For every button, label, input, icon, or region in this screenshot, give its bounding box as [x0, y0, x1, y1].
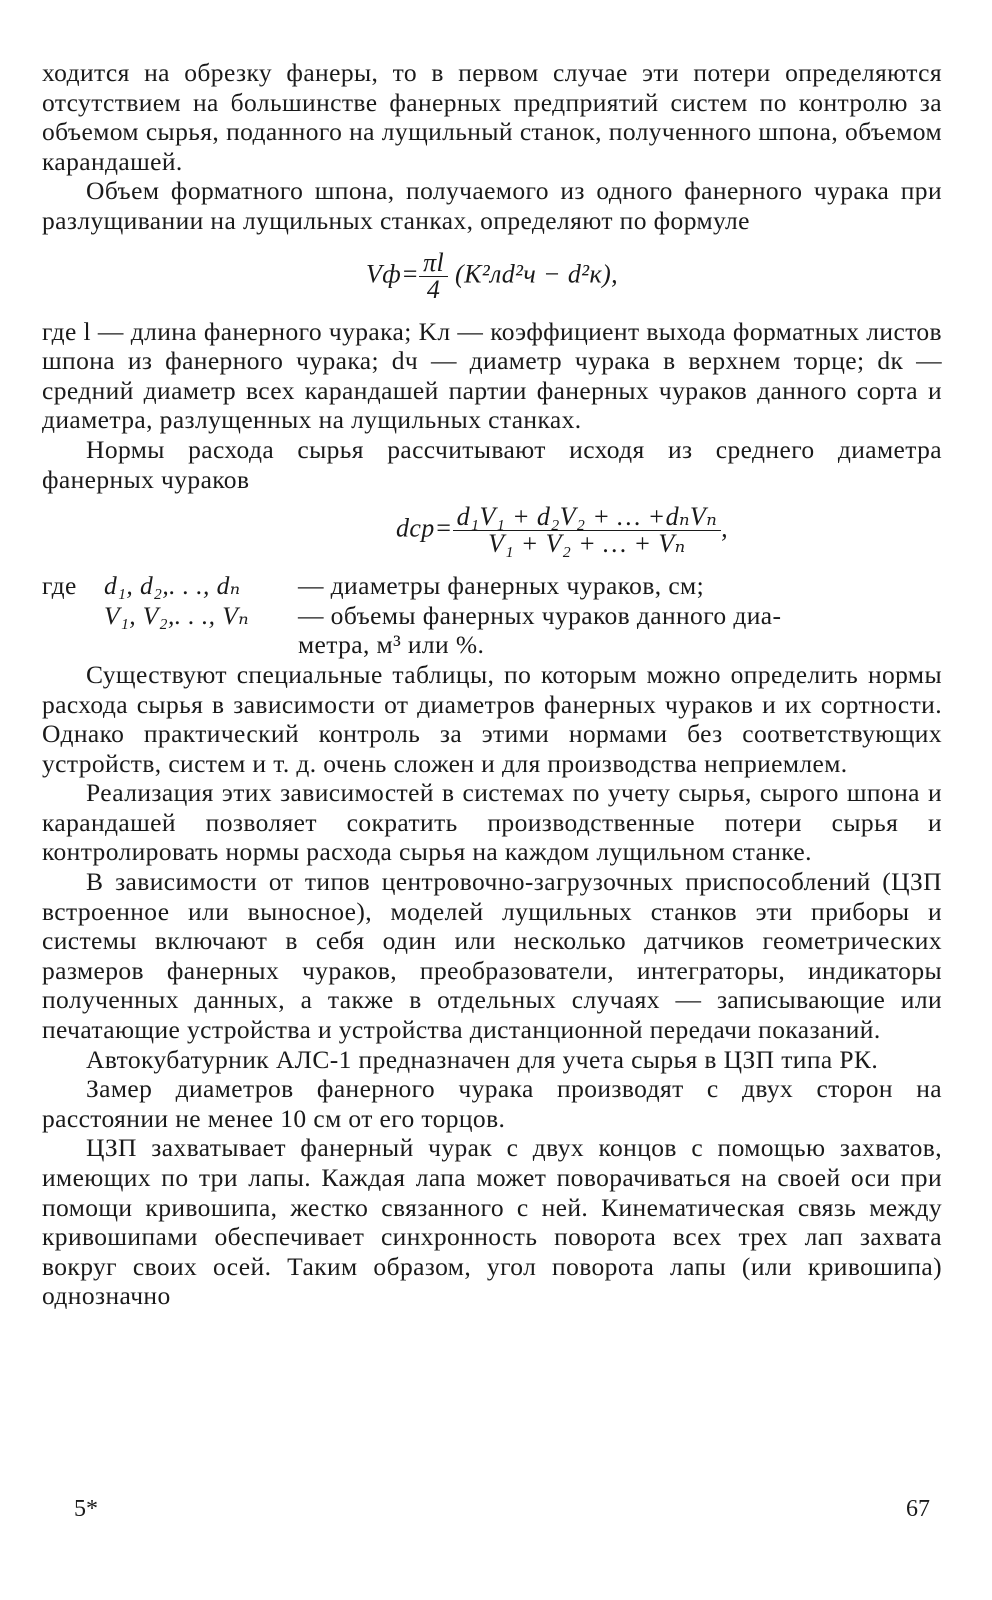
paragraph-4: Нормы расхода сырья рассчитывают исходя из среднего диаметра фанерных чураков [42, 434, 942, 494]
definition-desc-d: — диаметры фанерных чураков, см; [298, 571, 705, 601]
definition-row-v [42, 601, 942, 631]
paragraph-6: Реализация этих зависимостей в системах по учету сырья, сырого шпона и карандашей позволяет сократить производственные потери сырья и контролировать нормы расхода сырья на каждом лущильном станке. [42, 778, 942, 867]
formula-veneer-volume [42, 247, 942, 304]
page-number: 67 [906, 1496, 930, 1522]
definition-desc-v: — объемы фанерных чураков данного диа- [298, 600, 782, 630]
formula-1-lhs: Vф= [365, 259, 420, 289]
paragraph-1: ходится на обрезку фанеры, то в первом случае эти потери определяются отсутствием на большинстве фанерных предприятий систем по контролю за объемом сырья, поданного на лущильный станок, полученного шпона, объемом карандашей. [42, 58, 942, 176]
paragraph-7: В зависимости от типов центровочно-загрузочных приспособлений (ЦЗП встроенное или выносное), моделей лущильных станков эти приборы и системы включают в себя один или несколько датчиков геометрических размеров фанерных чураков, преобразователи, интеграторы, индикаторы полученных данных, а также в отдельных случаях — записывающие или печатающие устройства и устройства дистанционной передачи показаний. [42, 867, 942, 1045]
formula-2-fraction [453, 504, 722, 557]
formula-1-numerator: πl [419, 250, 448, 277]
paragraph-10: ЦЗП захватывает фанерный чурак с двух концов с помощью захватов, имеющих по три лапы. Каждая лапа может поворачиваться на своей оси при помощи кривошипа, жестко связанного с ней. Кинематическая связь между кривошипами обеспечивает синхронность поворота всех трех лап захвата вокруг своих осей. Таким образом, угол поворота лапы (или кривошипа) однозначно [42, 1133, 942, 1311]
signature-mark: 5* [74, 1496, 98, 1522]
paragraph-2: Объем форматного шпона, получаемого из одного фанерного чурака при разлущивании на лущильных станках, определяют по формуле [42, 176, 942, 235]
formula-2-numerator: d₁V₁ + d₂V₂ + … +dₙVₙ [453, 504, 722, 531]
formula-1-rhs: (K²лd²ч − d²к), [455, 259, 619, 289]
definition-row-d [42, 571, 942, 601]
definition-term-v: V₁, V₂,. . ., Vₙ [104, 600, 249, 630]
body-text [42, 58, 942, 1311]
definition-term-d: d₁, d₂,. . ., dₙ [104, 571, 241, 601]
definition-desc-v-continued: метра, м³ или %. [298, 630, 485, 660]
paragraph-8: Автокубатурник АЛС-1 предназначен для учета сырья в ЦЗП типа РК. [86, 1044, 879, 1074]
formula-2-tail: , [721, 513, 729, 543]
page-footer [74, 1496, 930, 1523]
definition-label: где [42, 571, 77, 601]
variable-definitions [42, 571, 942, 660]
formula-2-lhs: dср= [395, 513, 453, 543]
formula-2-denominator: V₁ + V₂ + … + Vₙ [488, 529, 686, 559]
formula-mean-diameter [182, 504, 942, 557]
formula-1-denominator: 4 [426, 274, 441, 304]
paragraph-9: Замер диаметров фанерного чурака производят с двух сторон на расстоянии не менее 10 см от его торцов. [42, 1074, 942, 1133]
paragraph-3: где l — длина фанерного чурака; Kл — коэффициент выхода форматных листов шпона из фанерного чурака; dч — диаметр чурака в верхнем торце; dк — средний диаметр всех карандашей партии фанерных чураков данного сорта и диаметра, разлущенных на лущильных станках. [42, 316, 942, 435]
formula-1-fraction [419, 247, 448, 304]
paragraph-5: Существуют специальные таблицы, по которым можно определить нормы расхода сырья в зависимости от диаметров фанерных чураков и их сортности. Однако практический контроль за этими нормами без соответствующих устройств, систем и т. д. очень сложен и для производства неприемлем. [42, 659, 942, 778]
